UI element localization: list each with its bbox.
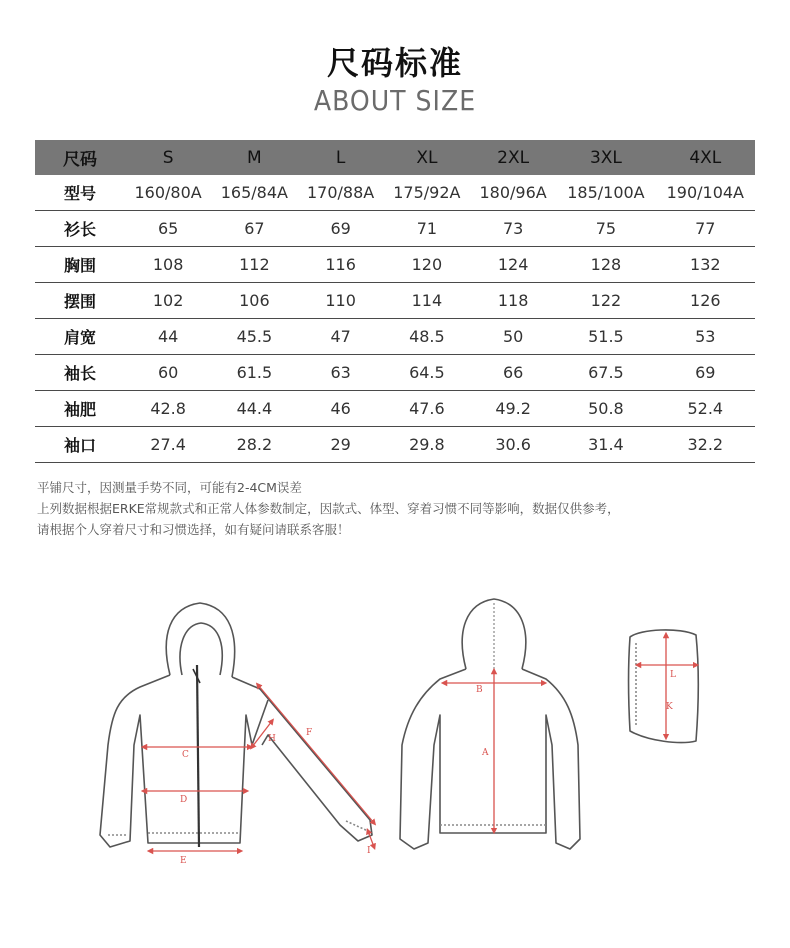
- table-cell: 66: [470, 355, 556, 391]
- size-table-header: [35, 140, 755, 175]
- table-cell: 29: [298, 427, 384, 463]
- measurement-diagram: [0, 595, 790, 895]
- table-cell: 124: [470, 247, 556, 283]
- table-cell: 50: [470, 319, 556, 355]
- front-measure-lines: [144, 685, 374, 851]
- table-cell: 44: [125, 319, 211, 355]
- row-label: 袖口: [35, 427, 125, 463]
- back-jacket-illustration: [400, 599, 580, 849]
- table-cell: 75: [556, 211, 655, 247]
- table-cell: 64.5: [384, 355, 470, 391]
- row-label: 胸围: [35, 247, 125, 283]
- page-subtitle: ABOUT SIZE: [313, 84, 477, 117]
- table-cell: 67.5: [556, 355, 655, 391]
- back-measure-lines: [444, 671, 544, 831]
- hood-illustration: [629, 630, 699, 743]
- row-label: 袖肥: [35, 391, 125, 427]
- table-cell: 73: [470, 211, 556, 247]
- table-cell: 160/80A: [125, 175, 211, 211]
- table-cell: 180/96A: [470, 175, 556, 211]
- table-cell: 126: [656, 283, 755, 319]
- note-line: 平铺尺寸，因测量手势不同，可能有2-4CM误差: [37, 480, 302, 495]
- table-cell: 185/100A: [556, 175, 655, 211]
- row-label: 摆围: [35, 283, 125, 319]
- table-cell: 48.5: [384, 319, 470, 355]
- measure-label-b: B: [476, 685, 483, 695]
- table-cell: 61.5: [211, 355, 297, 391]
- table-cell: 112: [211, 247, 297, 283]
- header-cell: L: [298, 140, 384, 175]
- header-cell: M: [211, 140, 297, 175]
- table-row: [35, 283, 755, 319]
- table-cell: 69: [656, 355, 755, 391]
- table-cell: 120: [384, 247, 470, 283]
- measure-label-i: I: [367, 846, 371, 856]
- row-label: 衫长: [35, 211, 125, 247]
- table-cell: 31.4: [556, 427, 655, 463]
- hood-measure-lines: [638, 635, 696, 737]
- table-row: [35, 427, 755, 463]
- table-cell: 30.6: [470, 427, 556, 463]
- header-cell: 尺码: [35, 140, 125, 175]
- table-cell: 44.4: [211, 391, 297, 427]
- table-cell: 28.2: [211, 427, 297, 463]
- table-cell: 122: [556, 283, 655, 319]
- table-cell: 60: [125, 355, 211, 391]
- measure-label-l: L: [670, 670, 676, 680]
- header-cell: 3XL: [556, 140, 655, 175]
- table-cell: 114: [384, 283, 470, 319]
- table-cell: 27.4: [125, 427, 211, 463]
- table-cell: 128: [556, 247, 655, 283]
- table-cell: 63: [298, 355, 384, 391]
- table-cell: 42.8: [125, 391, 211, 427]
- table-row: [35, 391, 755, 427]
- note-line: 请根据个人穿着尺寸和习惯选择，如有疑问请联系客服！: [37, 522, 350, 537]
- table-cell: 51.5: [556, 319, 655, 355]
- front-jacket-illustration: [100, 603, 372, 847]
- table-cell: 106: [211, 283, 297, 319]
- table-row: [35, 319, 755, 355]
- table-row: [35, 175, 755, 211]
- measure-label-e: E: [180, 856, 187, 866]
- table-cell: 102: [125, 283, 211, 319]
- measure-label-k: K: [666, 702, 673, 712]
- table-row: [35, 211, 755, 247]
- header-cell: XL: [384, 140, 470, 175]
- table-cell: 29.8: [384, 427, 470, 463]
- table-cell: 32.2: [656, 427, 755, 463]
- table-cell: 110: [298, 283, 384, 319]
- measure-label-f: F: [306, 728, 313, 738]
- row-label: 肩宽: [35, 319, 125, 355]
- row-label: 袖长: [35, 355, 125, 391]
- table-cell: 77: [656, 211, 755, 247]
- measure-label-a: A: [482, 748, 489, 758]
- table-cell: 50.8: [556, 391, 655, 427]
- table-row: [35, 355, 755, 391]
- measure-label-c: C: [182, 750, 189, 760]
- header-cell: 4XL: [656, 140, 755, 175]
- table-cell: 118: [470, 283, 556, 319]
- size-table: [35, 140, 755, 463]
- table-cell: 108: [125, 247, 211, 283]
- page-title: 尺码标准: [326, 44, 463, 82]
- table-cell: 175/92A: [384, 175, 470, 211]
- header-cell: S: [125, 140, 211, 175]
- table-cell: 165/84A: [211, 175, 297, 211]
- table-row: [35, 247, 755, 283]
- measure-label-h: H: [268, 734, 276, 744]
- table-cell: 69: [298, 211, 384, 247]
- note-line: 上列数据根据ERKE常规款式和正常人体参数制定，因款式、体型、穿着习惯不同等影响，数据仅供参考，: [37, 501, 620, 516]
- table-cell: 116: [298, 247, 384, 283]
- table-cell: 52.4: [656, 391, 755, 427]
- table-cell: 190/104A: [656, 175, 755, 211]
- header-cell: 2XL: [470, 140, 556, 175]
- table-cell: 71: [384, 211, 470, 247]
- size-notes: [37, 477, 620, 540]
- table-cell: 53: [656, 319, 755, 355]
- table-cell: 132: [656, 247, 755, 283]
- table-cell: 46: [298, 391, 384, 427]
- table-cell: 45.5: [211, 319, 297, 355]
- table-cell: 65: [125, 211, 211, 247]
- measure-label-d: D: [180, 795, 188, 805]
- row-label: 型号: [35, 175, 125, 211]
- table-cell: 47: [298, 319, 384, 355]
- table-cell: 170/88A: [298, 175, 384, 211]
- table-cell: 67: [211, 211, 297, 247]
- table-cell: 49.2: [470, 391, 556, 427]
- table-cell: 47.6: [384, 391, 470, 427]
